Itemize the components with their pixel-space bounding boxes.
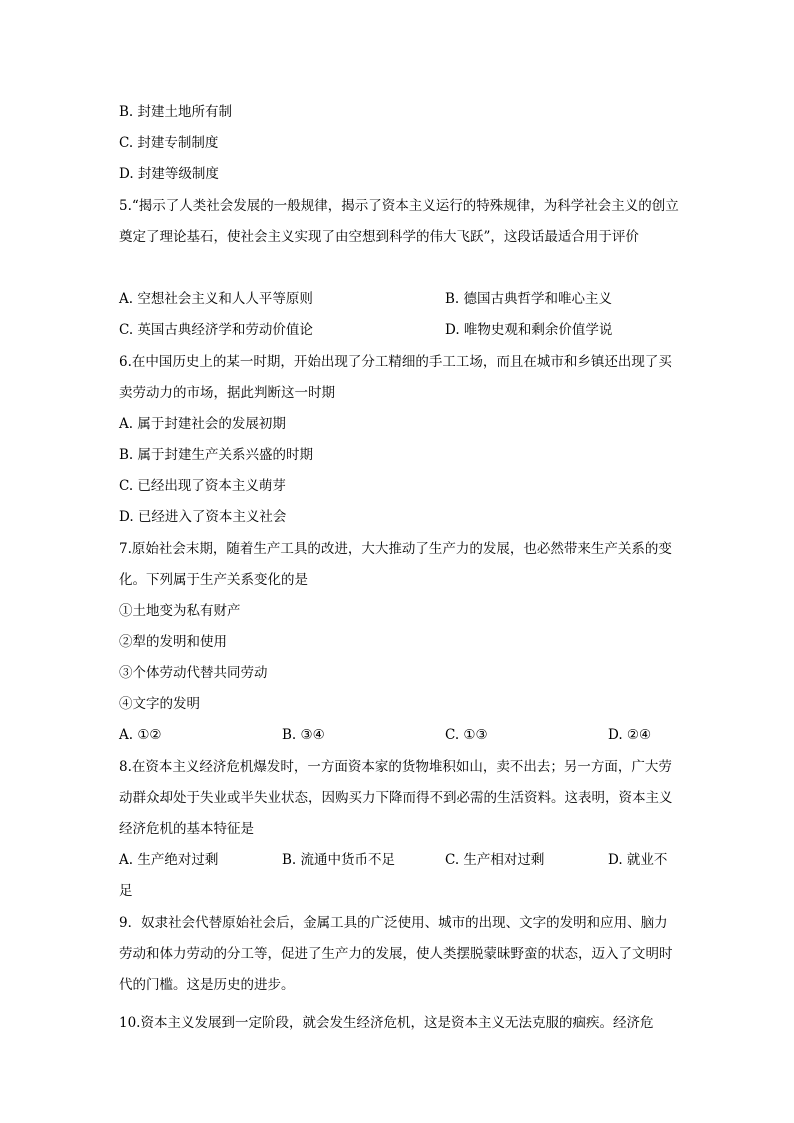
q5-options-row-2 [119,320,679,340]
q7-option-d: D. ②④ [608,727,652,743]
q8-option-a: A. 生产绝对过剩 [119,852,219,868]
q7-item-3: ③个体劳动代替共同劳动 [119,665,268,681]
q6-option-c: C. 已经出现了资本主义萌芽 [119,478,286,494]
q8-option-d: D. 就业不 [608,852,668,868]
q7-item-1: ①土地变为私有财产 [119,603,241,619]
q7-options-row [119,725,679,745]
q6-option-b: B. 属于封建生产关系兴盛的时期 [119,447,314,463]
q7-stem: 7.原始社会末期，随着生产工具的改进，大大推动了生产力的发展，也必然带来生产关系的变化。下列属于生产关系变化的是 [119,541,672,588]
q7-item-2: ②犁的发明和使用 [119,634,227,650]
q5-option-b: B. 德国古典哲学和唯心主义 [445,291,613,307]
q6-option-a: A. 属于封建社会的发展初期 [119,416,286,432]
q7-option-b: B. ③④ [282,727,325,743]
q7-option-c: C. ①③ [445,727,488,743]
q4-option-d: D. 封建等级制度 [119,166,219,182]
q8-option-c: C. 生产相对过剩 [445,852,545,868]
q5-stem: 5.“揭示了人类社会发展的一般规律，揭示了资本主义运行的特殊规律，为科学社会主义的创立奠定了理论基石，使社会主义实现了由空想到科学的伟大飞跃”，这段话最适合用于评价 [119,198,679,245]
q6-stem: 6.在中国历史上的某一时期，开始出现了分工精细的手工工场，而且在城市和乡镇还出现了买卖劳动力的市场，据此判断这一时期 [119,354,672,401]
q7-item-4: ④文字的发明 [119,696,200,712]
q6-option-d: D. 已经进入了资本主义社会 [119,509,287,525]
q8-option-b: B. 流通中货币不足 [282,852,396,868]
q7-option-a: A. ①② [119,727,162,743]
q4-option-c: C. 封建专制制度 [119,135,219,151]
q5-option-d: D. 唯物史观和剩余价值学说 [445,322,613,338]
q8-options-row [119,850,679,870]
q9-text: 9．奴隶社会代替原始社会后，金属工具的广泛使用、城市的出现、文字的发明和应用、脑力劳动和体力劳动的分工等，促进了生产力的发展，使人类摆脱蒙昧野蛮的状态，迈入了文明时代的门槛。这是历史的进步。 [119,915,673,993]
q10-text: 10.资本主义发展到一定阶段，就会发生经济危机，这是资本主义无法克服的痼疾。经济危 [119,1015,654,1031]
q5-option-c: C. 英国古典经济学和劳动价值论 [119,322,313,338]
q8-option-d-wrap: 足 [119,883,133,899]
q8-stem: 8.在资本主义经济危机爆发时，一方面资本家的货物堆积如山，卖不出去；另一方面，广大劳动群众却处于失业或半失业状态，因购买力下降而得不到必需的生活资料。这表明，资本主义经济危机的基本特征是 [119,759,673,837]
q4-option-b: B. 封建土地所有制 [119,104,233,120]
q5-options-row-1 [119,289,679,309]
q5-option-a: A. 空想社会主义和人人平等原则 [119,291,313,307]
